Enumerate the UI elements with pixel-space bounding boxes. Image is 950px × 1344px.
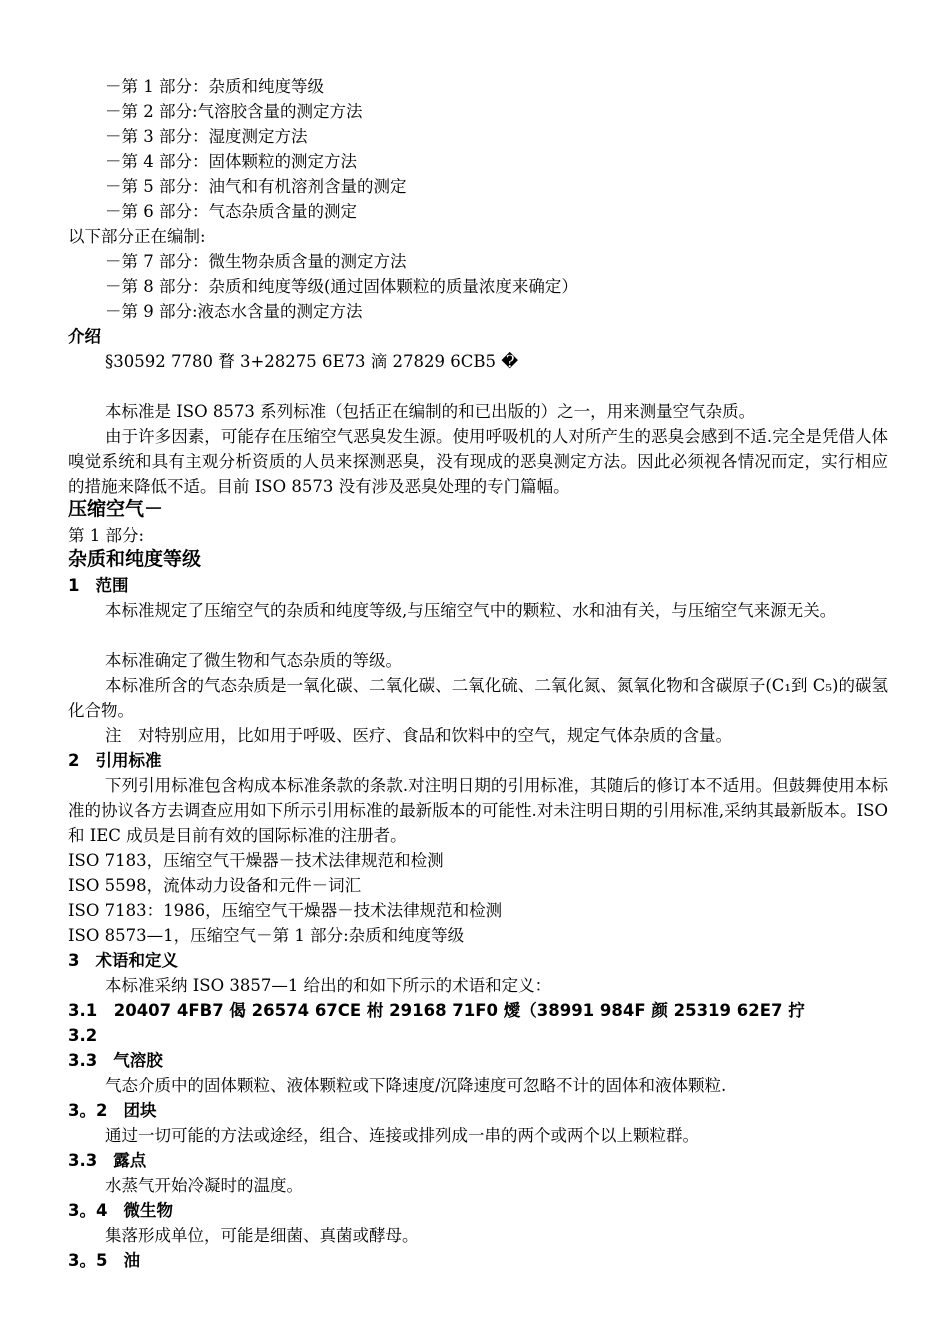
section-paragraph: 本标准所含的气态杂质是一氧化碳、二氧化碳、二氧化硫、二氧化氮、氮氧化物和含碳原子(C₁到 C₅)的碳氢化合物。 [68,676,888,720]
reference-item: ISO 8573—1，压缩空气－第 1 部分:杂质和纯度等级 [68,926,465,945]
section-note: 注 对特别应用，比如用于呼吸、医疗、食品和饮料中的空气，规定气体杂质的含量。 [105,726,732,745]
term-code-line: 3.1 20407 4FB7 偈 26574 67CE 柎 29168 71F0 燰（38991 984F 颜 25319 62E7 拧 [68,1001,805,1020]
document-title: 压缩空气－ [68,498,164,520]
term-definition: 水蒸气开始冷凝时的温度。 [105,1176,303,1195]
document-part: 第 1 部分: [68,526,145,545]
part-list-item: －第 1 部分：杂质和纯度等级 [105,77,324,96]
intro-heading: 介绍 [68,327,101,346]
part-list-item: －第 7 部分：微生物杂质含量的测定方法 [105,252,407,271]
section-paragraph: 本标准采纳 ISO 3857—1 给出的和如下所示的术语和定义： [105,976,552,995]
reference-item: ISO 7183：1986，压缩空气干燥器－技术法律规范和检测 [68,901,503,920]
term-definition: 气态介质中的固体颗粒、液体颗粒或下降速度/沉降速度可忽略不计的固体和液体颗粒. [105,1076,727,1095]
section-heading: 3 术语和定义 [68,951,178,970]
term-heading: 3。5 油 [68,1251,140,1270]
term-definition: 通过一切可能的方法或途经，组合、连接或排列成一串的两个或两个以上颗粒群。 [105,1126,699,1145]
term-heading: 3。2 团块 [68,1101,157,1120]
reference-item: ISO 7183，压缩空气干燥器－技术法律规范和检测 [68,851,444,870]
term-heading: 3.3 露点 [68,1151,147,1170]
term-heading: 3.3 气溶胶 [68,1051,163,1070]
section-heading: 2 引用标准 [68,751,162,770]
section-paragraph: 本标准规定了压缩空气的杂质和纯度等级,与压缩空气中的颗粒、水和油有关，与压缩空气来源无关。 [105,601,837,620]
section-heading: 1 范围 [68,576,129,595]
section-paragraph: 本标准确定了微生物和气态杂质的等级。 [105,651,402,670]
term-heading: 3。4 微生物 [68,1201,173,1220]
part-list-item: －第 6 部分：气态杂质含量的测定 [105,202,357,221]
intro-paragraph: 由于许多因素，可能存在压缩空气恶臭发生源。使用呼吸机的人对所产生的恶臭会感到不适.完全是凭借人体嗅觉系统和具有主观分析资质的人员来探测恶臭，没有现成的恶臭测定方法。因此必须视各情况而定，实行相应的措施来降低不适。目前 ISO 8573 没有涉及恶臭处理的专门篇幅。 [68,427,888,496]
in-preparation-label: 以下部分正在编制: [68,227,206,246]
intro-paragraph: 本标准是 ISO 8573 系列标准（包括正在编制的和已出版的）之一，用来测量空气杂质。 [105,402,756,421]
section-paragraph: 下列引用标准包含构成本标准条款的条款.对注明日期的引用标准，其随后的修订本不适用。但鼓舞使用本标准的协议各方去调查应用如下所示引用标准的最新版本的可能性.对未注明日期的引用标准,采纳其最新版本。ISO 和 IEC 成员是目前有效的国际标准的注册者。 [68,776,888,845]
part-list-item: －第 9 部分:液态水含量的测定方法 [105,302,363,321]
part-list-item: －第 3 部分：湿度测定方法 [105,127,308,146]
reference-item: ISO 5598，流体动力设备和元件－词汇 [68,876,362,895]
term-number: 3.2 [68,1026,98,1045]
part-list-item: －第 4 部分：固体颗粒的测定方法 [105,152,357,171]
term-definition: 集落形成单位，可能是细菌、真菌或酵母。 [105,1226,419,1245]
part-list-item: －第 2 部分:气溶胶含量的测定方法 [105,102,363,121]
part-list-item: －第 5 部分：油气和有机溶剂含量的测定 [105,177,407,196]
document-subtitle: 杂质和纯度等级 [68,548,202,570]
intro-code-line: §30592 7780 瞀 3+28275 6E73 滴 27829 6CB5 � [105,352,519,371]
part-list-item: －第 8 部分：杂质和纯度等级(通过固体颗粒的质量浓度来确定） [105,277,578,296]
